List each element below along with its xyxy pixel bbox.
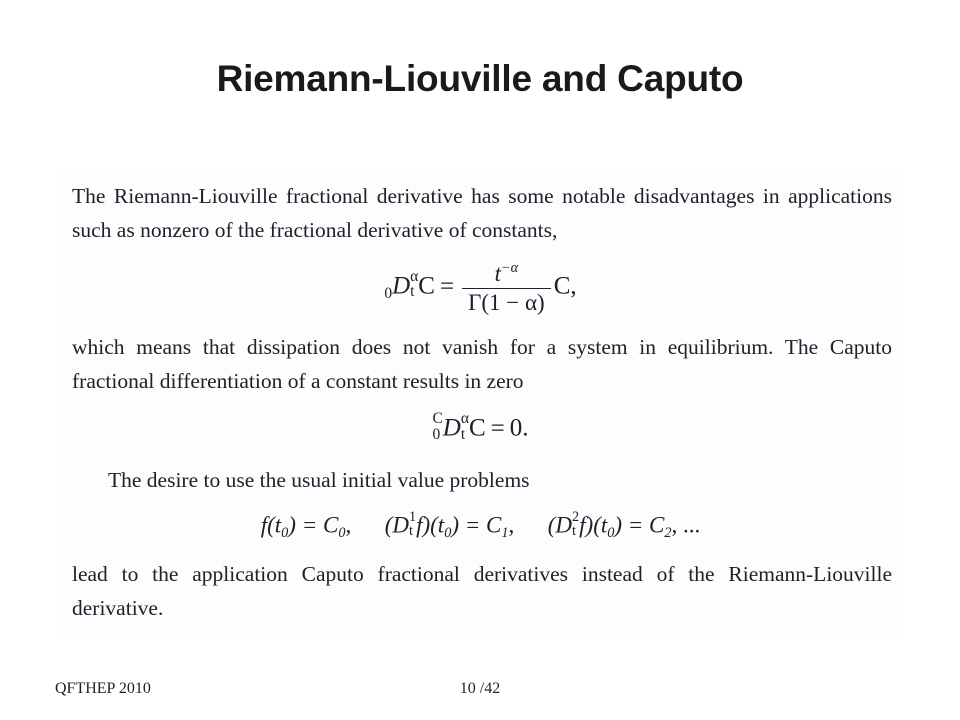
equation-3-term2-end: ) = C [451, 512, 502, 538]
equation-2-argument: C [468, 414, 486, 442]
paragraph-4: lead to the application Caputo fractional derivatives instead of the Riemann-Liouville derivative. [72, 562, 892, 620]
equation-2-op-sub: t [460, 425, 466, 443]
equation-1-presub: 0 [384, 285, 393, 303]
equation-2-operator: D [442, 414, 461, 442]
equation-3-term2-comma: , [508, 512, 515, 538]
slide-content-image [58, 168, 903, 638]
equation-1-fraction [462, 260, 551, 316]
equation-1-op-sub: t [410, 283, 415, 301]
equation-3-term2-sup: 1 [408, 509, 417, 525]
equation-2-value: 0. [509, 414, 529, 442]
equation-3-term3-tail: , ... [671, 512, 701, 538]
equation-1-numerator [462, 260, 551, 289]
footer-page-number: 10 /42 [459, 680, 501, 697]
equation-1-numerator-base: t [494, 260, 502, 286]
equation-3-term1-open: f(t [260, 512, 282, 538]
equation-3-term3-sup: 2 [572, 509, 580, 525]
equation-3-term2-open: (D [384, 512, 409, 538]
equation-2-operator-indices [461, 411, 469, 442]
equation-3-term1-end: ) = C [288, 512, 339, 538]
equation-3-term3-f: f)(t [579, 512, 608, 538]
equation-3-term1-comma: , [345, 512, 352, 538]
equation-3-term2-f: f)(t [416, 512, 445, 538]
equation-3-term1-sub: 0 [281, 525, 289, 542]
equation-3-term3-rhs-sub: 2 [664, 525, 672, 542]
equation-3-term3-f-sub: 0 [607, 525, 615, 542]
equation-3 [58, 510, 903, 542]
equation-1-equals: = [439, 272, 455, 300]
equation-1 [58, 260, 903, 316]
equation-1-operator: D [392, 272, 411, 300]
equation-3-term2-sub: t [408, 523, 413, 540]
equation-2-op-sup: α [460, 410, 469, 427]
equation-2-equals: = [490, 414, 505, 442]
paragraph-2: which means that dissipation does not vanish for a system in equilibrium. The Caputo fractional differentiation of a constant results in zero [72, 335, 892, 393]
equation-2-pre-indices [432, 411, 442, 442]
equation-2-presub: 0 [432, 425, 441, 443]
slide-footer [0, 680, 960, 702]
equation-3-term2-f-sub: 0 [444, 525, 452, 542]
equation-2 [58, 411, 903, 443]
page-title: Riemann-Liouville and Caputo [216, 58, 744, 99]
equation-3-term2-rhs-sub: 1 [501, 525, 509, 542]
equation-2-presup: C [432, 410, 443, 427]
paragraph-1: The Riemann-Liouville fractional derivative has some notable disadvantages in applications such as nonzero of the fractional derivative of constants, [72, 184, 892, 242]
equation-1-numerator-exponent: −α [501, 260, 519, 276]
paragraph-3: The desire to use the usual initial value problems [108, 468, 530, 492]
equation-3-term3-open: (D [547, 512, 573, 538]
footer-conference-label: QFTHEP 2010 [55, 680, 151, 697]
equation-3-term3-end: ) = C [614, 512, 665, 538]
equation-1-denominator: Γ(1 − α) [468, 289, 545, 315]
equation-1-tail: C, [553, 272, 577, 300]
equation-1-op-sup: α [410, 267, 419, 285]
equation-3-term3-sub: t [572, 523, 576, 540]
equation-1-argument: C [418, 272, 435, 300]
equation-3-term1-rhs-sub: 0 [338, 525, 346, 542]
